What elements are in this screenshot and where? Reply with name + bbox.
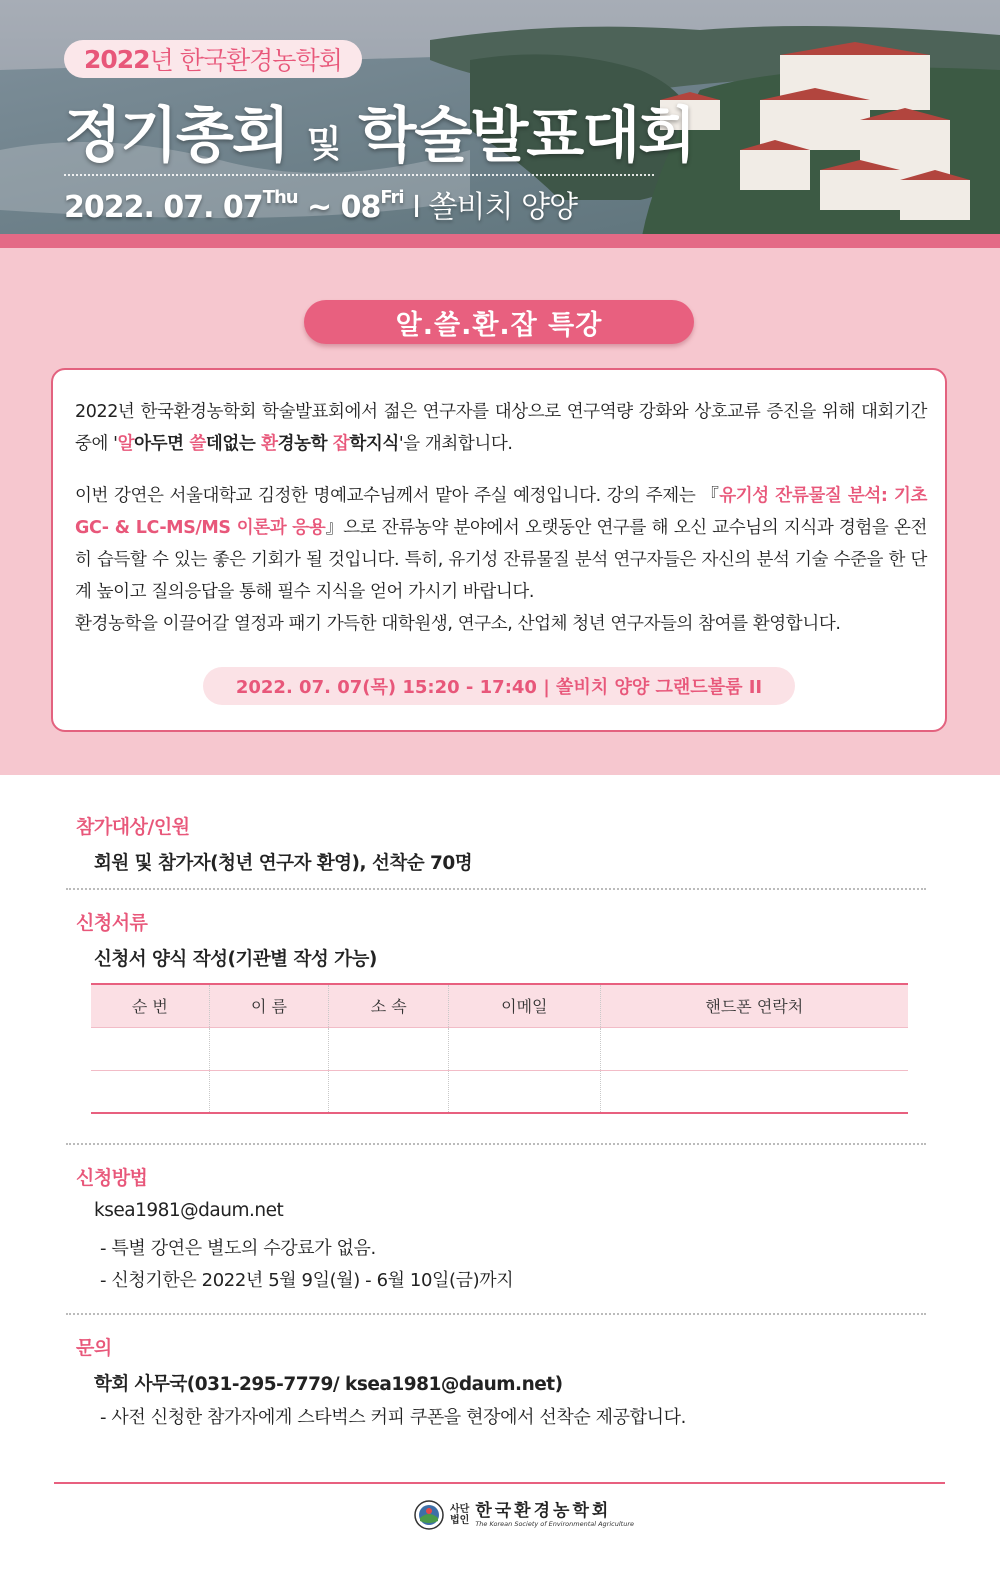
footer-divider	[54, 1482, 945, 1484]
hl-2: 쓸	[189, 434, 206, 454]
title-conference: 학술발표대회	[358, 101, 695, 171]
application-form-table	[91, 983, 908, 1114]
documents-text: 신청서 양식 작성(기관별 작성 가능)	[94, 949, 377, 970]
divider-1	[66, 888, 926, 890]
method-note-fee: - 특별 강연은 별도의 수강료가 없음.	[100, 1238, 376, 1259]
contact-note: - 사전 신청한 참가자에게 스타벅스 커피 쿠폰을 현장에서 선착순 제공합니다.	[100, 1407, 686, 1428]
bk-3: 경농학	[277, 434, 333, 454]
title-general-meeting: 정기총회	[64, 101, 288, 171]
intro-end: '을 개최합니다.	[398, 434, 513, 454]
details-text-a: 이번 강연은 서울대학교 김정한 명예교수님께서 맡아 주실 예정입니다. 강의 주제는 『	[75, 486, 720, 506]
table-cell	[91, 1070, 209, 1113]
documents-section	[66, 908, 926, 971]
table-header-row	[91, 984, 908, 1027]
header-banner	[0, 0, 1000, 248]
target-title: 참가대상/인원	[76, 816, 190, 838]
event-location: I 쏠비치 양양	[403, 190, 577, 225]
date-end: ~ 08	[297, 190, 381, 225]
col-email: 이메일	[449, 984, 601, 1027]
method-email: ksea1981@daum.net	[94, 1200, 284, 1221]
day-start: Thu	[262, 187, 298, 208]
society-emblem-icon	[414, 1500, 444, 1530]
day-end: Fri	[380, 187, 404, 208]
lecture-section	[0, 248, 1000, 775]
divider-3	[66, 1313, 926, 1315]
logo-text	[475, 1500, 634, 1528]
event-date-location	[64, 182, 577, 226]
documents-title: 신청서류	[76, 912, 148, 934]
method-section	[66, 1163, 926, 1297]
bk-1: 아두면	[134, 434, 190, 454]
hl-4: 잡	[332, 434, 350, 454]
table-cell	[91, 1027, 209, 1070]
lecture-badge: 알.쓸.환.잡 특강	[304, 300, 694, 344]
col-affiliation: 소 속	[329, 984, 449, 1027]
bk-2: 데없는	[205, 434, 262, 454]
logo-org-english: The Korean Society of Environmental Agriculture	[475, 1519, 634, 1528]
table-cell	[600, 1027, 908, 1070]
intro-text: 2022년 한국환경농학회 학술발표회에서 젊은 연구자를 대상으로 연구역량 강화와 상호교류 증진을 위해 대회기간 중에 '	[75, 402, 927, 454]
society-logo	[414, 1500, 634, 1530]
method-title: 신청방법	[76, 1167, 148, 1189]
hl-1: 알	[117, 434, 135, 454]
col-number: 순 번	[91, 984, 209, 1027]
lecture-time-location: 2022. 07. 07(목) 15:20 - 17:40 | 쏠비치 양양 그랜드볼룸 II	[203, 667, 795, 705]
col-name: 이 름	[209, 984, 329, 1027]
details-text-b: 』으로 잔류농약 분야에서 오랫동안 연구를 해 오신 교수님의 지식과 경험을 온전히 습득할 수 있는 좋은 기회가 될 것입니다. 특히, 유기성 잔류물질 분석 연구자들은 자신의 분석 기술 수준을 한 단계 높이고 질의응답을 통해 필수 지식을 얻어 가시기 바랍니다.	[75, 518, 928, 602]
title-divider	[64, 174, 654, 176]
lecture-details	[75, 480, 927, 640]
table-cell	[329, 1027, 449, 1070]
bk-4: 학지식	[349, 434, 399, 454]
table-cell	[600, 1070, 908, 1113]
table-cell	[449, 1027, 601, 1070]
lecture-intro	[75, 396, 927, 460]
banner-stripe	[0, 234, 1000, 248]
event-title	[64, 88, 694, 174]
contact-text: 학회 사무국(031-295-7779/ ksea1981@daum.net)	[94, 1374, 563, 1395]
lecture-card	[51, 368, 947, 732]
table-cell	[449, 1070, 601, 1113]
table-row	[91, 1027, 908, 1070]
lecture-topic: 유기성 잔류물질 분석: 기초 GC- & LC-MS/MS 이론과 응용	[75, 486, 928, 538]
contact-section	[66, 1333, 926, 1434]
title-and: 및	[306, 124, 340, 165]
contact-title: 문의	[76, 1337, 112, 1359]
target-section	[66, 812, 926, 875]
logo-prefix-top: 사단	[450, 1504, 470, 1515]
logo-prefix-bottom: 법인	[450, 1515, 470, 1526]
hl-3: 환	[261, 434, 278, 454]
target-text: 회원 및 참가자(청년 연구자 환영), 선착순 70명	[94, 853, 473, 874]
table-cell	[209, 1027, 329, 1070]
year-badge	[64, 40, 362, 78]
method-note-deadline: - 신청기한은 2022년 5월 9일(월) - 6월 10일(금)까지	[100, 1270, 514, 1291]
col-phone: 핸드폰 연락처	[600, 984, 908, 1027]
table-cell	[209, 1070, 329, 1113]
logo-org-name: 한국환경농학회	[475, 1500, 612, 1521]
table-cell	[329, 1070, 449, 1113]
welcome-text: 환경농학을 이끌어갈 열정과 패기 가득한 대학원생, 연구소, 산업체 청년 연구자들의 참여를 환영합니다.	[75, 614, 841, 634]
society-name: 년 한국환경농학회	[149, 46, 342, 75]
date-start: 2022. 07. 07	[64, 190, 263, 225]
year-number: 2022	[84, 44, 150, 74]
table-row	[91, 1070, 908, 1113]
divider-2	[66, 1143, 926, 1145]
logo-prefix	[450, 1504, 469, 1526]
